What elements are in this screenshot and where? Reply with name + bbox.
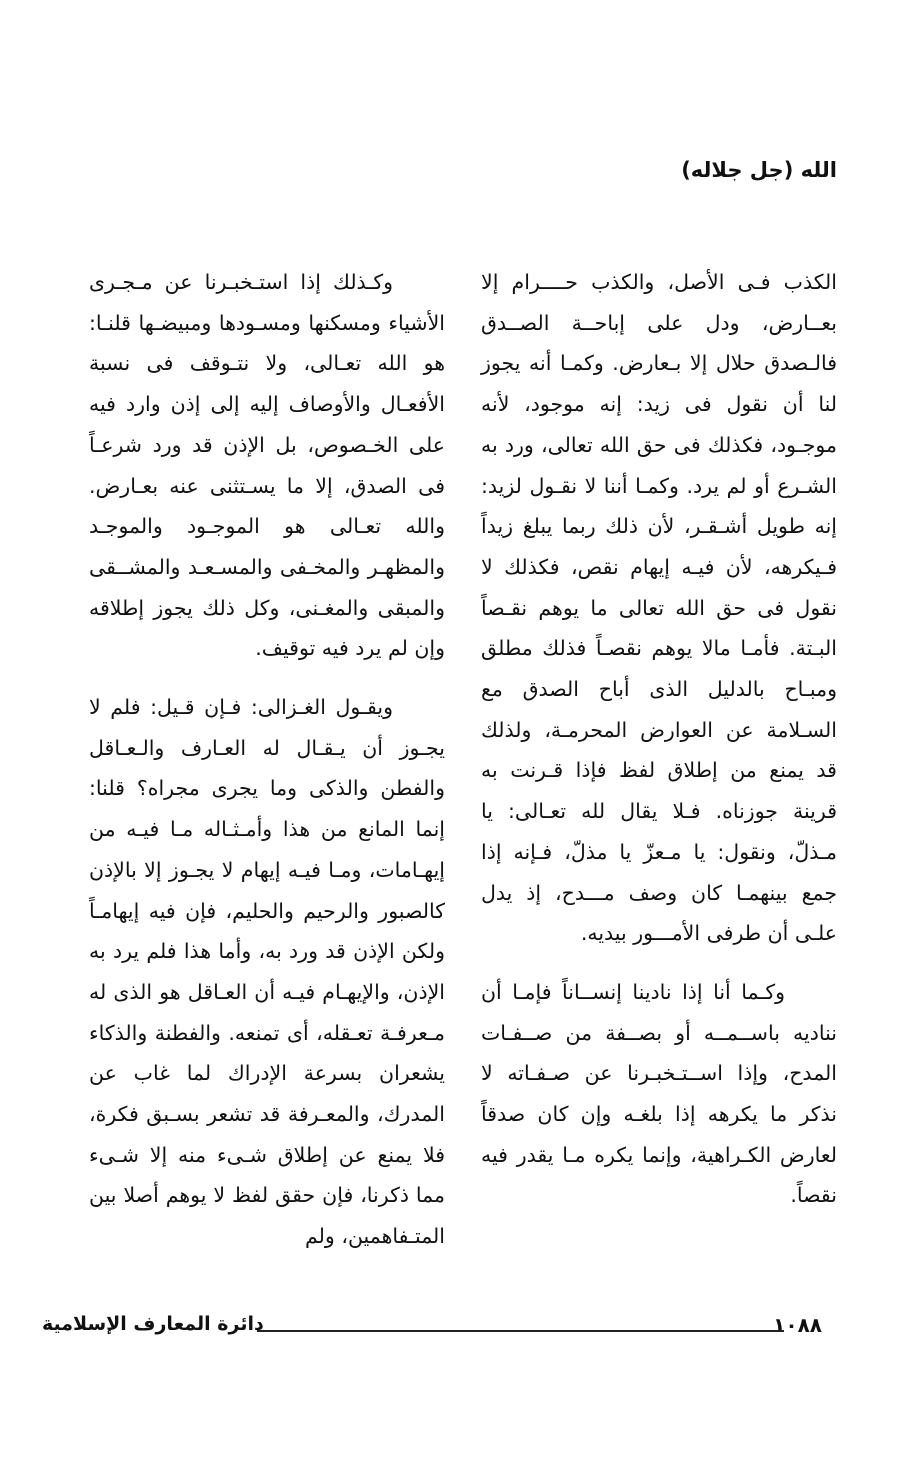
paragraph: الكذب فـى الأصل، والكذب حــــرام إلا بعــارض، ودل على إباحــة الصــدق فالـصدق حلال إلا بـعارض. وكمـا أنه يجوز لنا أن نقول فى زيد: إنه موجود، لأنه موجـود، فكذلك فى حق الله تعالى، ورد به الشـرع أو لم يرد. وكمـا أننا لا نقـول لزيد: إنه طويل أشـقـر، لأن ذلك ربما يبلغ زيداً فـيكرهه، لأن فيـه إيهام نقص، فكذلك لا نقول فى حق الله تعالى ما يوهم نقـصاً البـتة. فأمـا مالا يوهم نقصـاً فذلك مطلق ومبـاح بالدليل الذى أباح الصدق مع السـلامة عن العوارض المحرمـة، ولذلك قد يمنع من إطلاق لفظ فإذا قـرنت به قرينة جوزناه. فـلا يقال لله تعـالى: يا مـذلّ، ونقول: يا مـعزّ يا مذلّ، فـإنه إذا جمع بينهمـا كان وصف مـــدح، إذ يدل علـى أن طرفى الأمـــور بيديه. — [481, 270, 837, 946]
text-column-right — [481, 262, 837, 1234]
page-number: ١٠٨٨ — [773, 1313, 822, 1337]
running-head-title: الله (جل جلاله) — [681, 158, 837, 182]
page-footer — [42, 1295, 822, 1335]
paragraph: وكـما أنا إذا نادينا إنســاناً فإمـا أن نناديه باســمــه أو بصــفة من صــفـات المدح، وإذا اســتـخبـرنا عن صـفـاته لا نذكر ما يكرهه إذا بلغـه وإن كان صدقاً لعارض الكـراهية، وإنما يكره مـا يقدر فيه نقصاً. — [481, 979, 837, 1208]
footer-encyclopedia-title: دائرة المعارف الإسلامية — [42, 1313, 264, 1335]
paragraph: وكـذلك إذا استـخبـرنا عن مـجـرى الأشياء ومسكنها ومسـودها ومبيضـها قلنـا: هو الله تعـالى، ولا نتـوقف فى نسبة الأفعـال والأوصاف إليه إلى إذن وارد فيه على الخـصوص، بل الإذن قد ورد شرعـاً فى الصدق، إلا ما يسـتثنى عنه بعـارض. والله تعـالى هو الموجـود والموجـد والمظهـر والمخـفى والمسـعـد والمشــقى والمبقى والمغـنى، وكل ذلك يجوز إطلاقه وإن لم يرد فيه توقيف. — [89, 270, 445, 661]
footer-rule — [257, 1330, 784, 1332]
paragraph: ويقـول الغـزالى: فـإن قـيل: فلم لا يجـوز أن يـقـال له العـارف والـعـاقل والفطن والذكى وما يجرى مجراه؟ قلنا: إنما المانع من هذا وأمـثـاله مـا فيـه من إيهـامات، ومـا فيـه إيهام لا يجـوز إلا بالإذن كالصبور والرحيم والحليم، فإن فيه إيهامـاً ولكن الإذن قد ورد به، وأما هذا فلم يرد به الإذن، والإيهـام فيـه أن العـاقل هو الذى له مـعرفـة تعـقله، أى تمنعه. والفطنة والذكاء يشعران بسرعة الإدراك لما غاب عن المدرك، والمعـرفة قد تشعر بسـبق فكرة، فلا يمنع عن إطلاق شـىء منه إلا شـىء مما ذكرنا، فإن حقق لفظ لا يوهم أصلا بين المتـفاهمين، ولم — [89, 695, 445, 1249]
text-column-left — [89, 262, 445, 1275]
